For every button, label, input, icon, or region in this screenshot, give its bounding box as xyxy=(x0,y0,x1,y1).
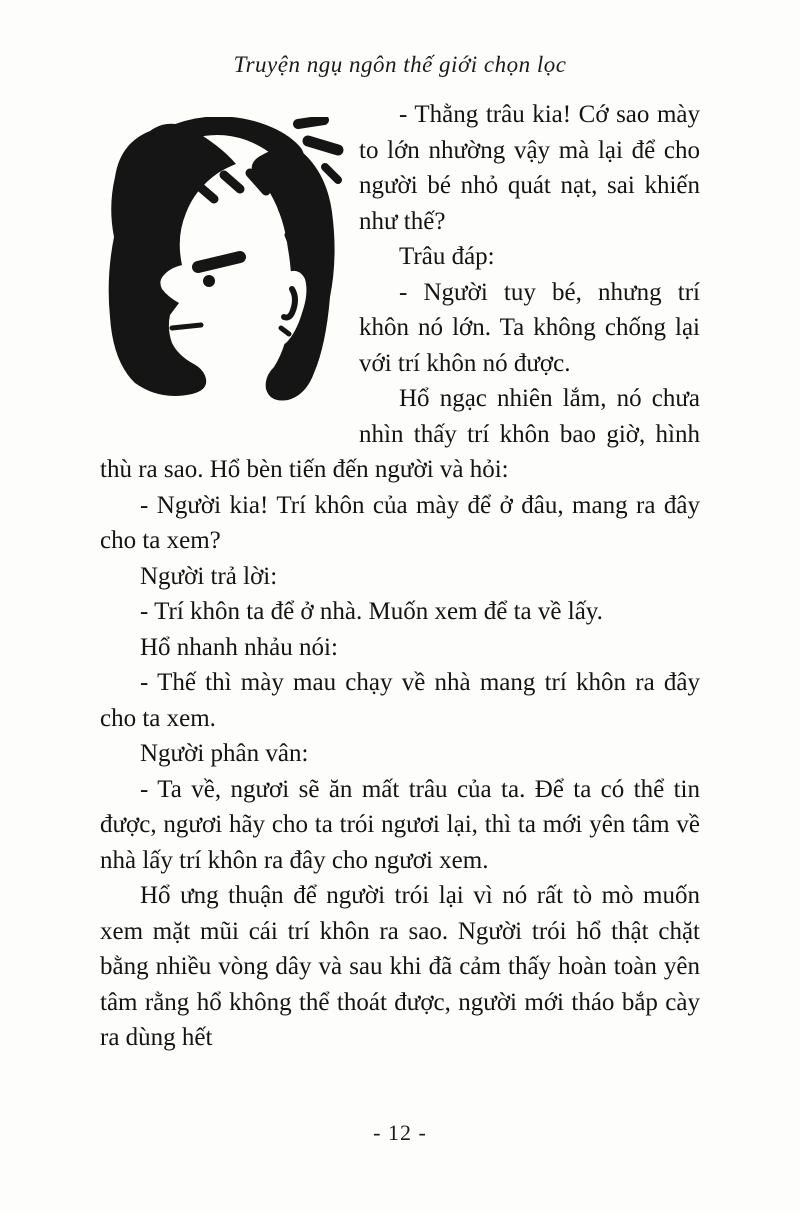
paragraph: - Thế thì mày mau chạy về nhà mang trí khôn ra đây cho ta xem. xyxy=(100,669,700,732)
running-header: Truyện ngụ ngôn thế giới chọn lọc xyxy=(233,52,567,77)
paragraph: - Người kia! Trí khôn của mày để ở đâu, mang ra đây cho ta xem? xyxy=(100,491,700,554)
paragraph: - Thằng trâu kia! Cớ sao mày to lớn nhường vậy mà lại để cho người bé nhỏ quát nạt, sai khiến như thế? xyxy=(359,101,700,235)
paragraph: - Ta về, ngươi sẽ ăn mất trâu của ta. Để ta có thể tin được, ngươi hãy cho ta trói ngươi lại, thì ta mới yên tâm về nhà lấy trí khôn ra đây cho ngươi xem. xyxy=(100,775,700,874)
paragraph: Hổ nhanh nhảu nói: xyxy=(140,633,338,661)
paragraph: - Người tuy bé, nhưng trí khôn nó lớn. Ta không chống lại với trí khôn nó được. xyxy=(359,278,700,377)
paragraph: Hổ ưng thuận để người trói lại vì nó rất tò mò muốn xem mặt mũi cái trí khôn ra sao. Người trói hổ thật chặt bằng nhiều vòng dây và sau khi đã cảm thấy hoàn toàn yên tâm rằng hổ không thể thoát được, người mới tháo bắp cày ra dùng hết xyxy=(100,882,700,1051)
paragraph: Hổ ngạc nhiên lắm, nó chưa nhìn thấy trí khôn bao giờ, hình thù ra sao. Hổ bèn tiến đến người và hỏi: xyxy=(100,385,700,483)
paragraph: - Trí khôn ta để ở nhà. Muốn xem để ta về lấy. xyxy=(140,598,603,625)
boy-head-ink-illustration-icon xyxy=(100,117,345,404)
paragraph: Người trả lời: xyxy=(140,562,278,590)
paragraph: Trâu đáp: xyxy=(399,243,495,270)
page-number: - 12 - xyxy=(373,1120,427,1145)
page-body-text xyxy=(100,97,700,1056)
paragraph: Người phân vân: xyxy=(140,740,309,767)
